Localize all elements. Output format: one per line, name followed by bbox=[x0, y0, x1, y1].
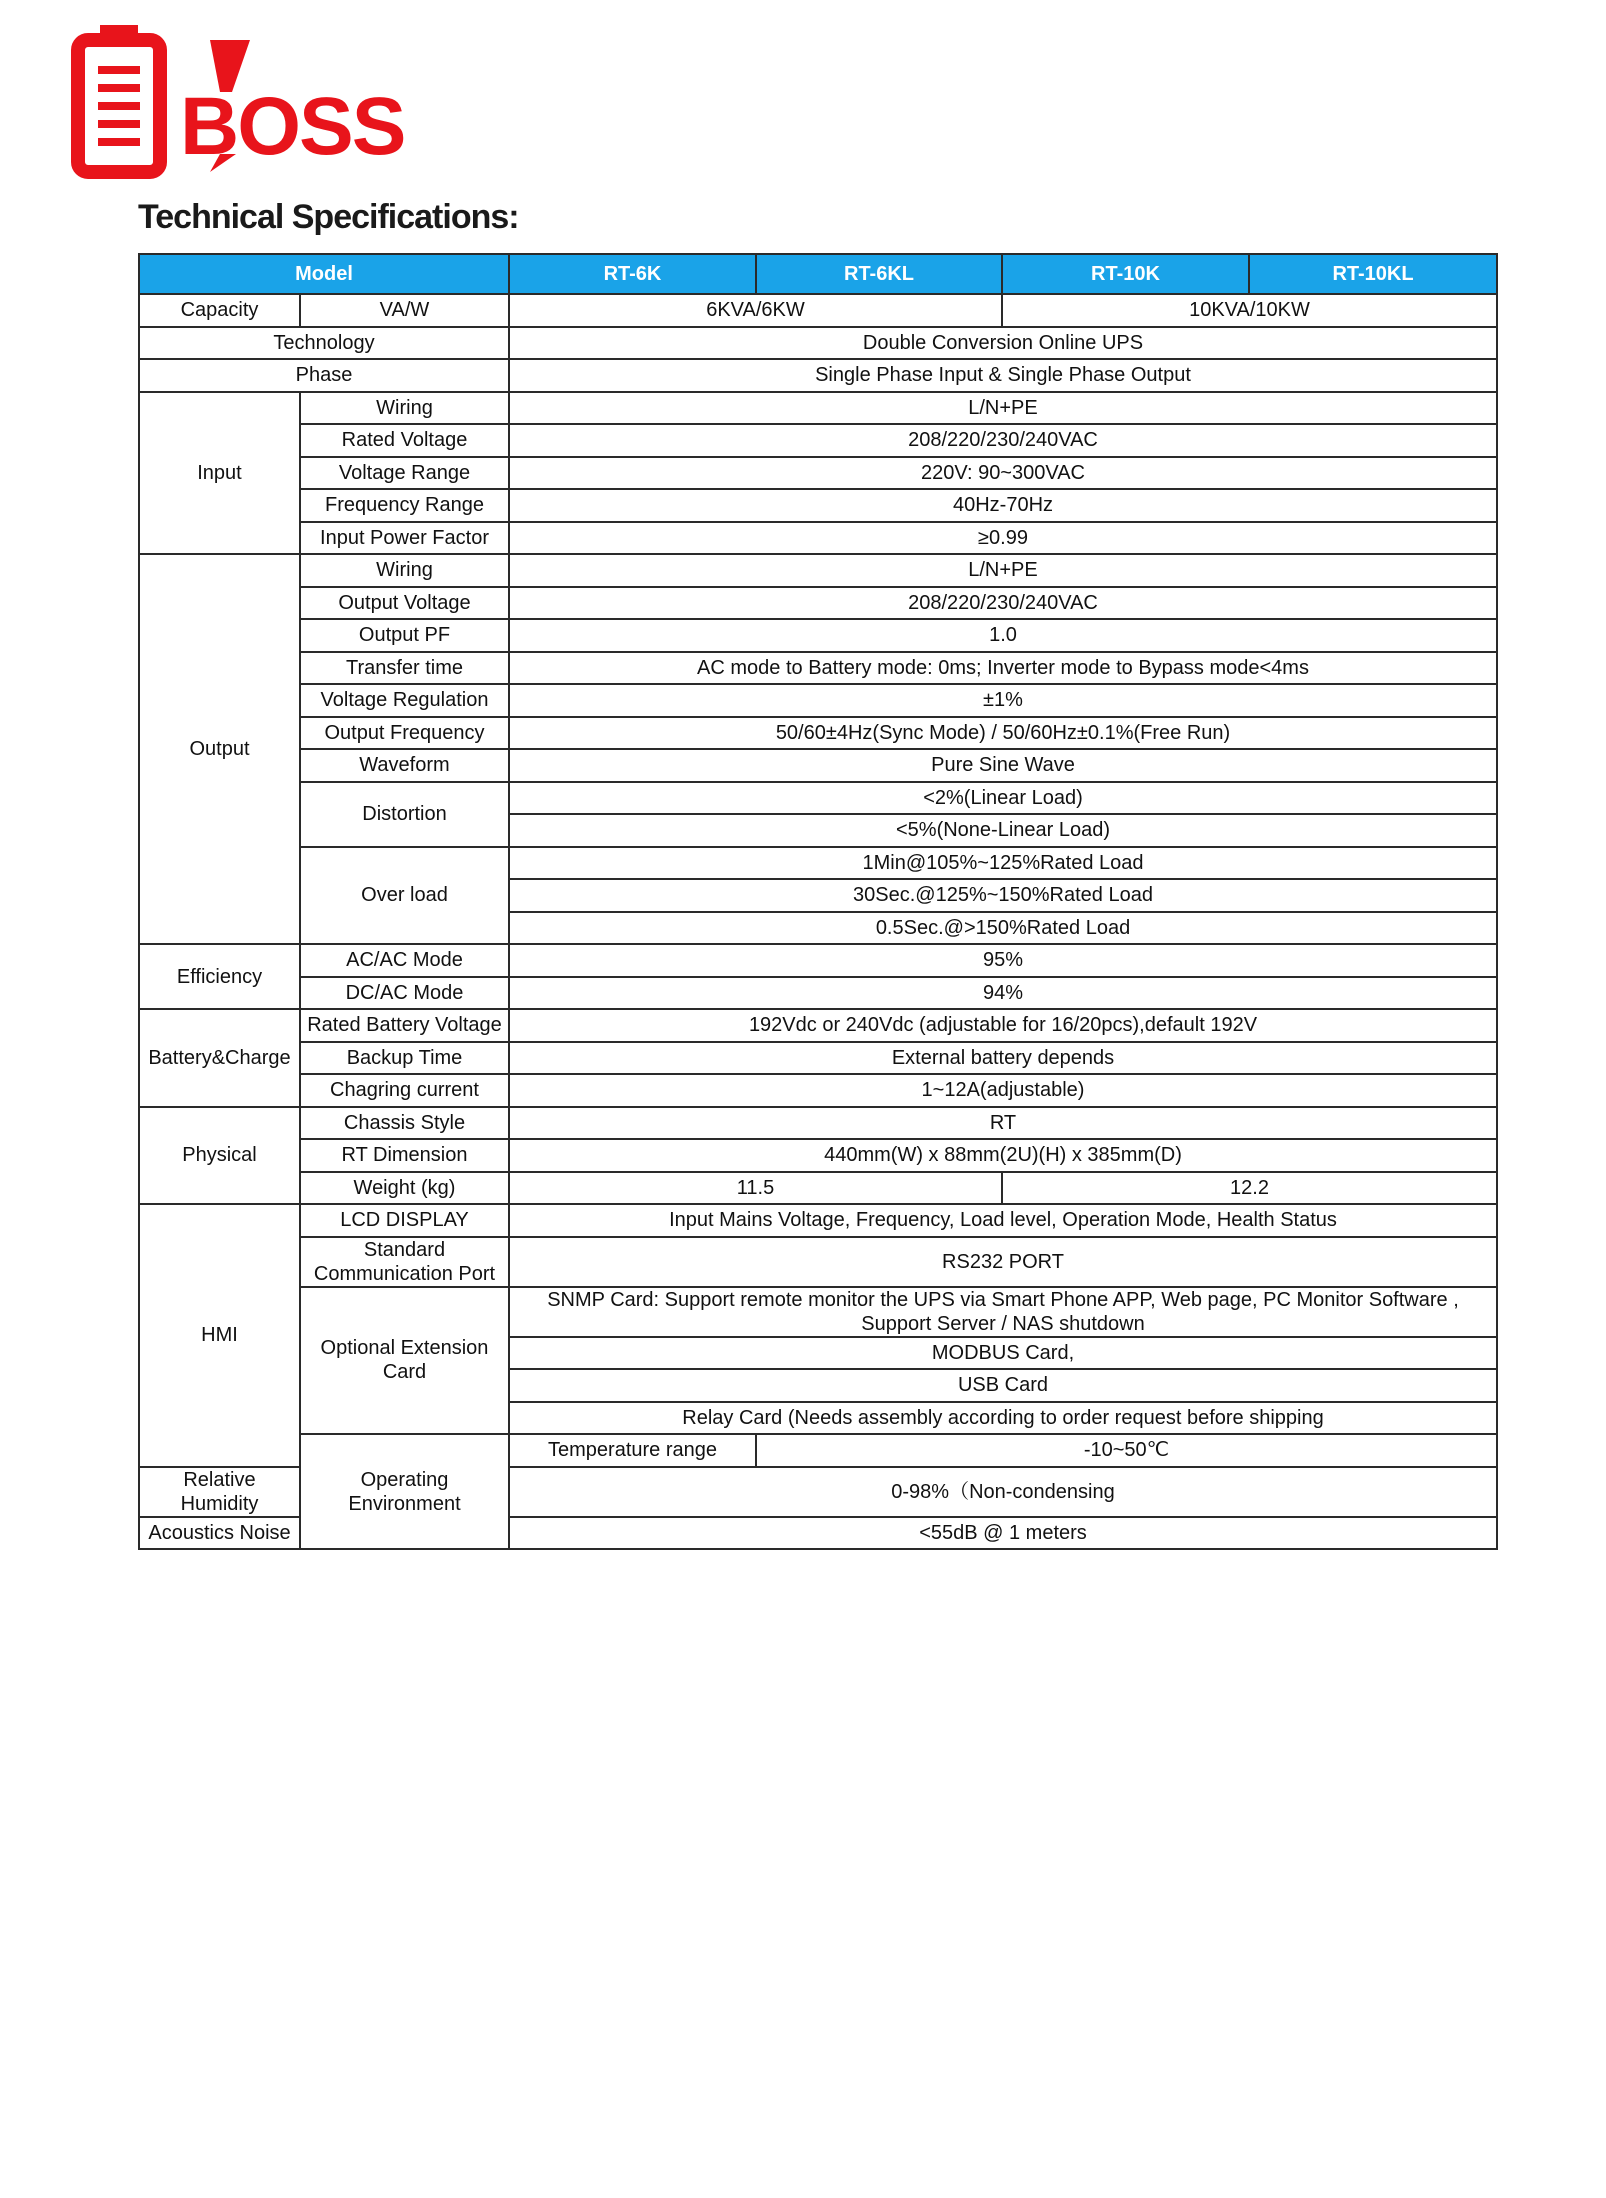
header-model-rt-10kl: RT-10KL bbox=[1249, 254, 1497, 294]
row-label: Chassis Style bbox=[300, 1107, 509, 1140]
value-cell: <5%(None-Linear Load) bbox=[509, 814, 1497, 847]
value-cell: External battery depends bbox=[509, 1042, 1497, 1075]
row-label: Output PF bbox=[300, 619, 509, 652]
value-cell: USB Card bbox=[509, 1369, 1497, 1402]
row-label bbox=[300, 1287, 509, 1435]
table-row bbox=[139, 359, 1497, 392]
row-label: VA/W bbox=[300, 294, 509, 327]
table-row bbox=[139, 944, 1497, 977]
table-row bbox=[139, 684, 1497, 717]
value-cell: 208/220/230/240VAC bbox=[509, 587, 1497, 620]
value-cell: Pure Sine Wave bbox=[509, 749, 1497, 782]
row-label: Rated Voltage bbox=[300, 424, 509, 457]
table-row bbox=[139, 977, 1497, 1010]
battery-icon bbox=[78, 25, 160, 172]
table-row bbox=[139, 619, 1497, 652]
table-row bbox=[139, 294, 1497, 327]
group-label-efficiency: Efficiency bbox=[139, 944, 300, 1009]
value-cell: 95% bbox=[509, 944, 1497, 977]
table-row bbox=[139, 1009, 1497, 1042]
table-row bbox=[139, 587, 1497, 620]
value-cell: 11.5 bbox=[509, 1172, 1002, 1205]
header-model-rt-6kl: RT-6KL bbox=[756, 254, 1002, 294]
value-cell: RS232 PORT bbox=[509, 1237, 1497, 1287]
row-label: Output Voltage bbox=[300, 587, 509, 620]
row-label: Rated Battery Voltage bbox=[300, 1009, 509, 1042]
table-row bbox=[139, 717, 1497, 750]
value-cell: Single Phase Input & Single Phase Output bbox=[509, 359, 1497, 392]
value-cell: ±1% bbox=[509, 684, 1497, 717]
row-label: Chagring current bbox=[300, 1074, 509, 1107]
value-cell: ≥0.99 bbox=[509, 522, 1497, 555]
value-line: Support Server / NAS shutdown bbox=[861, 1312, 1145, 1335]
row-label-line: Communication Port bbox=[313, 1262, 496, 1285]
row-label: Distortion bbox=[300, 782, 509, 847]
table-row bbox=[139, 847, 1497, 880]
group-label-environment bbox=[300, 1434, 509, 1549]
table-row bbox=[139, 327, 1497, 360]
table-row bbox=[139, 522, 1497, 555]
group-label-line: Operating bbox=[360, 1468, 449, 1491]
row-label: Technology bbox=[139, 327, 509, 360]
value-cell: L/N+PE bbox=[509, 392, 1497, 425]
table-row bbox=[139, 652, 1497, 685]
table-row bbox=[139, 1434, 1497, 1467]
boss-logo bbox=[70, 22, 430, 182]
table-row bbox=[139, 489, 1497, 522]
group-label-line: Environment bbox=[348, 1492, 461, 1515]
row-label: Over load bbox=[300, 847, 509, 945]
value-cell: 1Min@105%~125%Rated Load bbox=[509, 847, 1497, 880]
table-row bbox=[139, 392, 1497, 425]
value-cell: 40Hz-70Hz bbox=[509, 489, 1497, 522]
value-cell: RT bbox=[509, 1107, 1497, 1140]
table-row bbox=[139, 1204, 1497, 1237]
value-cell: 94% bbox=[509, 977, 1497, 1010]
value-cell bbox=[509, 1287, 1497, 1337]
group-label-input: Input bbox=[139, 392, 300, 555]
value-cell: 0-98%（Non-condensing bbox=[509, 1467, 1497, 1517]
row-label-line: Optional Extension bbox=[320, 1337, 489, 1360]
row-label: Wiring bbox=[300, 554, 509, 587]
page-title: Technical Specifications: bbox=[138, 198, 519, 236]
group-label-battery: Battery&Charge bbox=[139, 1009, 300, 1107]
value-cell: 208/220/230/240VAC bbox=[509, 424, 1497, 457]
value-cell: 1.0 bbox=[509, 619, 1497, 652]
row-label: RT Dimension bbox=[300, 1139, 509, 1172]
table-row bbox=[139, 554, 1497, 587]
table-row bbox=[139, 424, 1497, 457]
row-label: Phase bbox=[139, 359, 509, 392]
value-cell: <2%(Linear Load) bbox=[509, 782, 1497, 815]
table-row bbox=[139, 1287, 1497, 1337]
value-cell: 192Vdc or 240Vdc (adjustable for 16/20pcs),default 192V bbox=[509, 1009, 1497, 1042]
row-label: Input Power Factor bbox=[300, 522, 509, 555]
header-model: Model bbox=[139, 254, 509, 294]
table-row bbox=[139, 1107, 1497, 1140]
spec-table bbox=[138, 253, 1498, 1550]
svg-text:BOSS: BOSS bbox=[180, 81, 405, 172]
value-cell: 1~12A(adjustable) bbox=[509, 1074, 1497, 1107]
value-cell: 440mm(W) x 88mm(2U)(H) x 385mm(D) bbox=[509, 1139, 1497, 1172]
value-cell: Input Mains Voltage, Frequency, Load level, Operation Mode, Health Status bbox=[509, 1204, 1497, 1237]
table-row bbox=[139, 1139, 1497, 1172]
row-label: Temperature range bbox=[509, 1434, 756, 1467]
group-label-capacity: Capacity bbox=[139, 294, 300, 327]
row-label: AC/AC Mode bbox=[300, 944, 509, 977]
row-label-line: Standard bbox=[363, 1238, 446, 1261]
value-cell: 6KVA/6KW bbox=[509, 294, 1002, 327]
row-label: DC/AC Mode bbox=[300, 977, 509, 1010]
row-label: Waveform bbox=[300, 749, 509, 782]
row-label: Acoustics Noise bbox=[139, 1517, 300, 1550]
table-row bbox=[139, 1237, 1497, 1287]
table-row bbox=[139, 782, 1497, 815]
value-cell: <55dB @ 1 meters bbox=[509, 1517, 1497, 1550]
value-cell: MODBUS Card, bbox=[509, 1337, 1497, 1370]
header-model-rt-10k: RT-10K bbox=[1002, 254, 1249, 294]
row-label bbox=[300, 1237, 509, 1287]
value-cell: 30Sec.@125%~150%Rated Load bbox=[509, 879, 1497, 912]
value-cell: 220V: 90~300VAC bbox=[509, 457, 1497, 490]
header-model-rt-6k: RT-6K bbox=[509, 254, 756, 294]
value-cell: 10KVA/10KW bbox=[1002, 294, 1497, 327]
value-cell: AC mode to Battery mode: 0ms; Inverter mode to Bypass mode<4ms bbox=[509, 652, 1497, 685]
row-label: Output Frequency bbox=[300, 717, 509, 750]
table-row bbox=[139, 1074, 1497, 1107]
value-cell: L/N+PE bbox=[509, 554, 1497, 587]
value-cell: -10~50℃ bbox=[756, 1434, 1497, 1467]
value-cell: Double Conversion Online UPS bbox=[509, 327, 1497, 360]
row-label: Voltage Regulation bbox=[300, 684, 509, 717]
table-row bbox=[139, 1042, 1497, 1075]
row-label: Relative Humidity bbox=[139, 1467, 300, 1517]
header-row bbox=[139, 254, 1497, 294]
row-label: Transfer time bbox=[300, 652, 509, 685]
table-row bbox=[139, 457, 1497, 490]
row-label: Voltage Range bbox=[300, 457, 509, 490]
group-label-physical: Physical bbox=[139, 1107, 300, 1205]
table-row bbox=[139, 749, 1497, 782]
row-label: LCD DISPLAY bbox=[300, 1204, 509, 1237]
value-cell: 12.2 bbox=[1002, 1172, 1497, 1205]
group-label-hmi: HMI bbox=[139, 1204, 300, 1467]
row-label: Backup Time bbox=[300, 1042, 509, 1075]
table-row bbox=[139, 1172, 1497, 1205]
value-cell: 0.5Sec.@>150%Rated Load bbox=[509, 912, 1497, 945]
row-label: Frequency Range bbox=[300, 489, 509, 522]
row-label: Wiring bbox=[300, 392, 509, 425]
row-label: Weight (kg) bbox=[300, 1172, 509, 1205]
group-label-output: Output bbox=[139, 554, 300, 944]
value-line: SNMP Card: Support remote monitor the UPS via Smart Phone APP, Web page, PC Monitor Software , bbox=[547, 1288, 1459, 1311]
row-label-line: Card bbox=[382, 1361, 427, 1384]
value-cell: 50/60±4Hz(Sync Mode) / 50/60Hz±0.1%(Free Run) bbox=[509, 717, 1497, 750]
value-cell: Relay Card (Needs assembly according to order request before shipping bbox=[509, 1402, 1497, 1435]
